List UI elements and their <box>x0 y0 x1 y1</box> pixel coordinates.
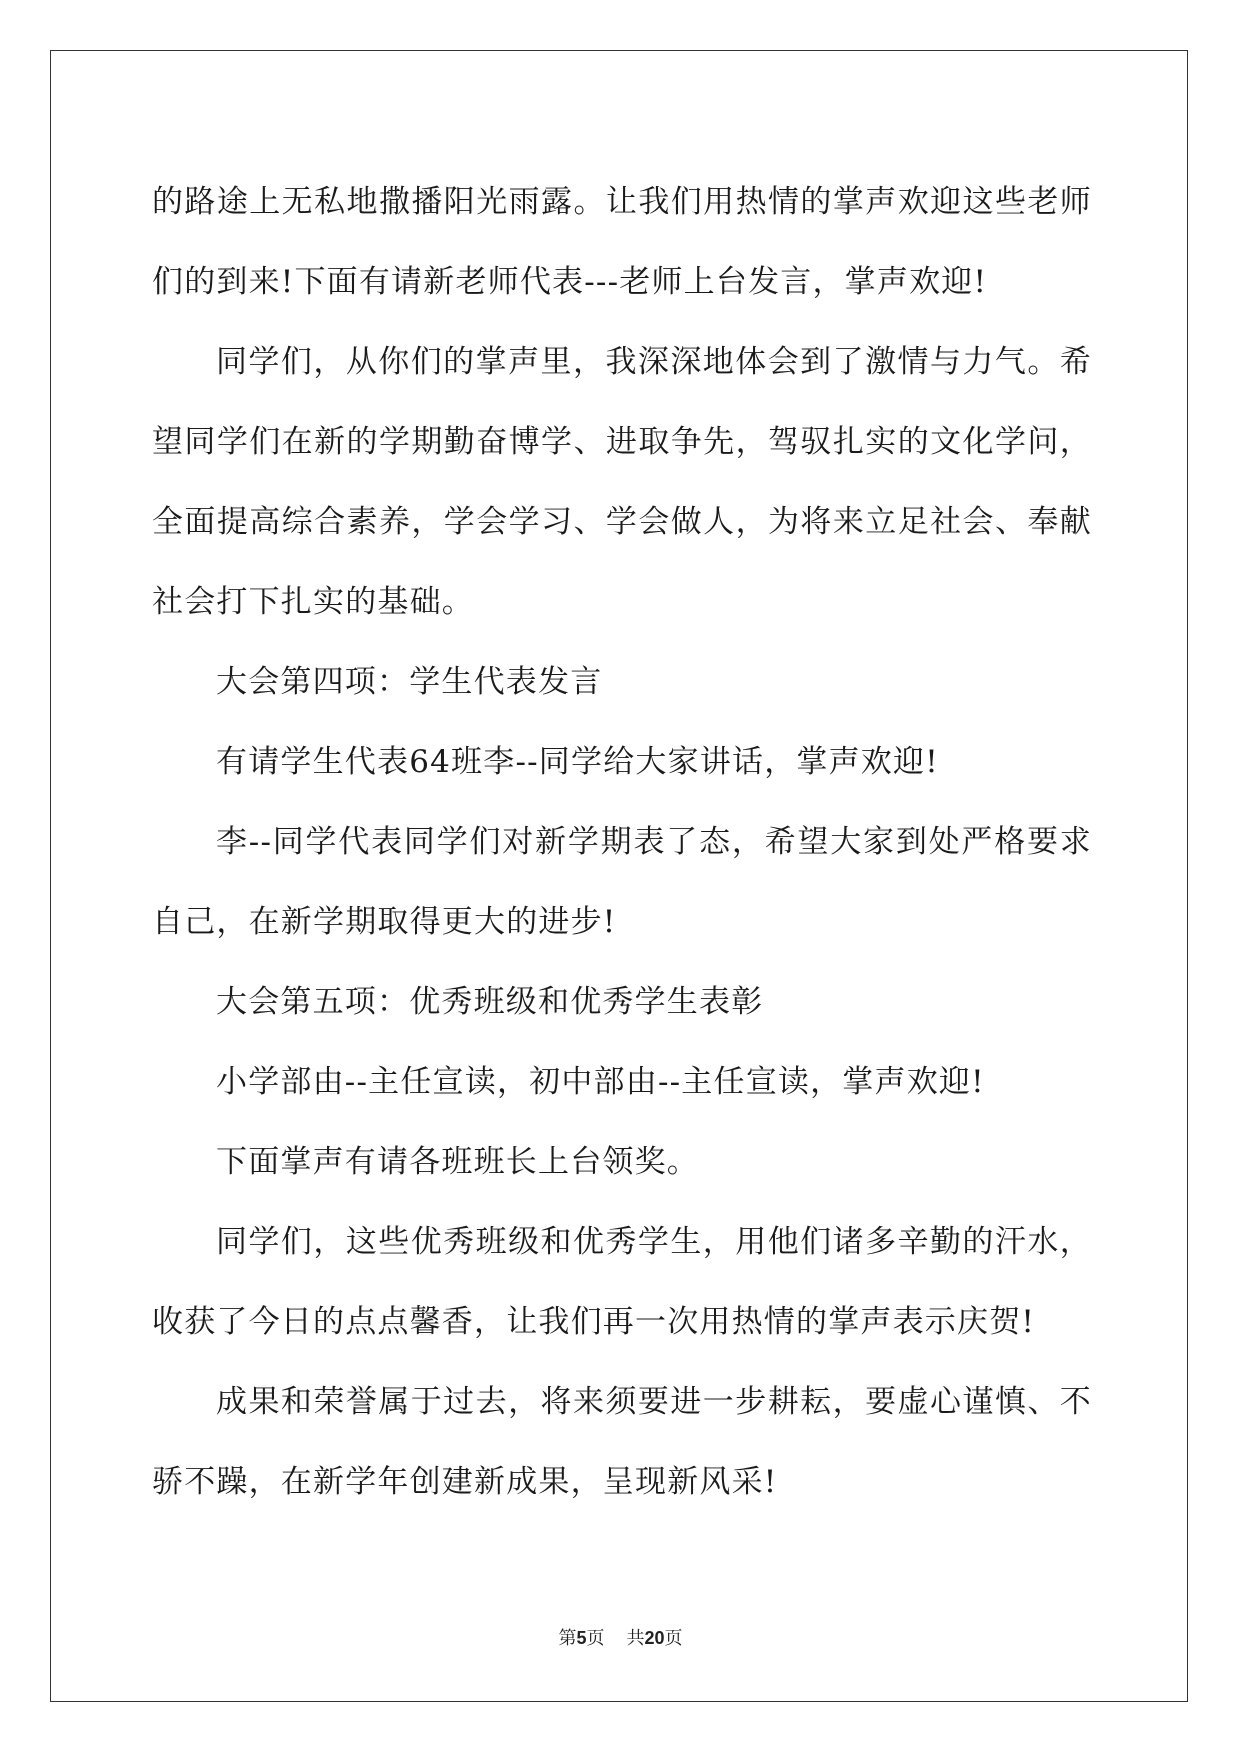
total-suffix: 页 <box>664 1628 683 1649</box>
paragraph: 同学们，从你们的掌声里，我深深地体会到了激情与力气。希望同学们在新的学期勤奋博学、进取争先，驾驭扎实的文化学问，全面提高综合素养，学会学习、学会做人，为将来立足社会、奉献社会打下扎实的基础。 <box>152 344 1092 620</box>
section-heading: 大会第五项：优秀班级和优秀学生表彰 <box>216 984 764 1020</box>
total-pages: 20 <box>644 1628 665 1648</box>
paragraph: 的路途上无私地撒播阳光雨露。让我们用热情的掌声欢迎这些老师们的到来!下面有请新老师代表---老师上台发言，掌声欢迎! <box>152 184 1092 300</box>
total-prefix: 共 <box>626 1628 645 1649</box>
paragraph: 下面掌声有请各班班长上台领奖。 <box>216 1144 699 1180</box>
page-prefix: 第 <box>558 1628 577 1649</box>
page-suffix: 页 <box>586 1628 605 1649</box>
page-footer <box>0 1624 1241 1650</box>
document-body <box>152 162 1092 1522</box>
section-heading: 大会第四项：学生代表发言 <box>216 664 603 700</box>
paragraph: 成果和荣誉属于过去，将来须要进一步耕耘，要虚心谨慎、不骄不躁，在新学年创建新成果，呈现新风采! <box>152 1384 1092 1500</box>
paragraph: 有请学生代表64班李--同学给大家讲话，掌声欢迎! <box>216 744 939 780</box>
page-number: 5 <box>576 1628 587 1648</box>
paragraph: 李--同学代表同学们对新学期表了态，希望大家到处严格要求自己，在新学期取得更大的进步! <box>152 824 1092 940</box>
paragraph: 同学们，这些优秀班级和优秀学生，用他们诸多辛勤的汗水，收获了今日的点点馨香，让我们再一次用热情的掌声表示庆贺! <box>152 1224 1092 1340</box>
paragraph: 小学部由--主任宣读，初中部由--主任宣读，掌声欢迎! <box>216 1064 985 1100</box>
